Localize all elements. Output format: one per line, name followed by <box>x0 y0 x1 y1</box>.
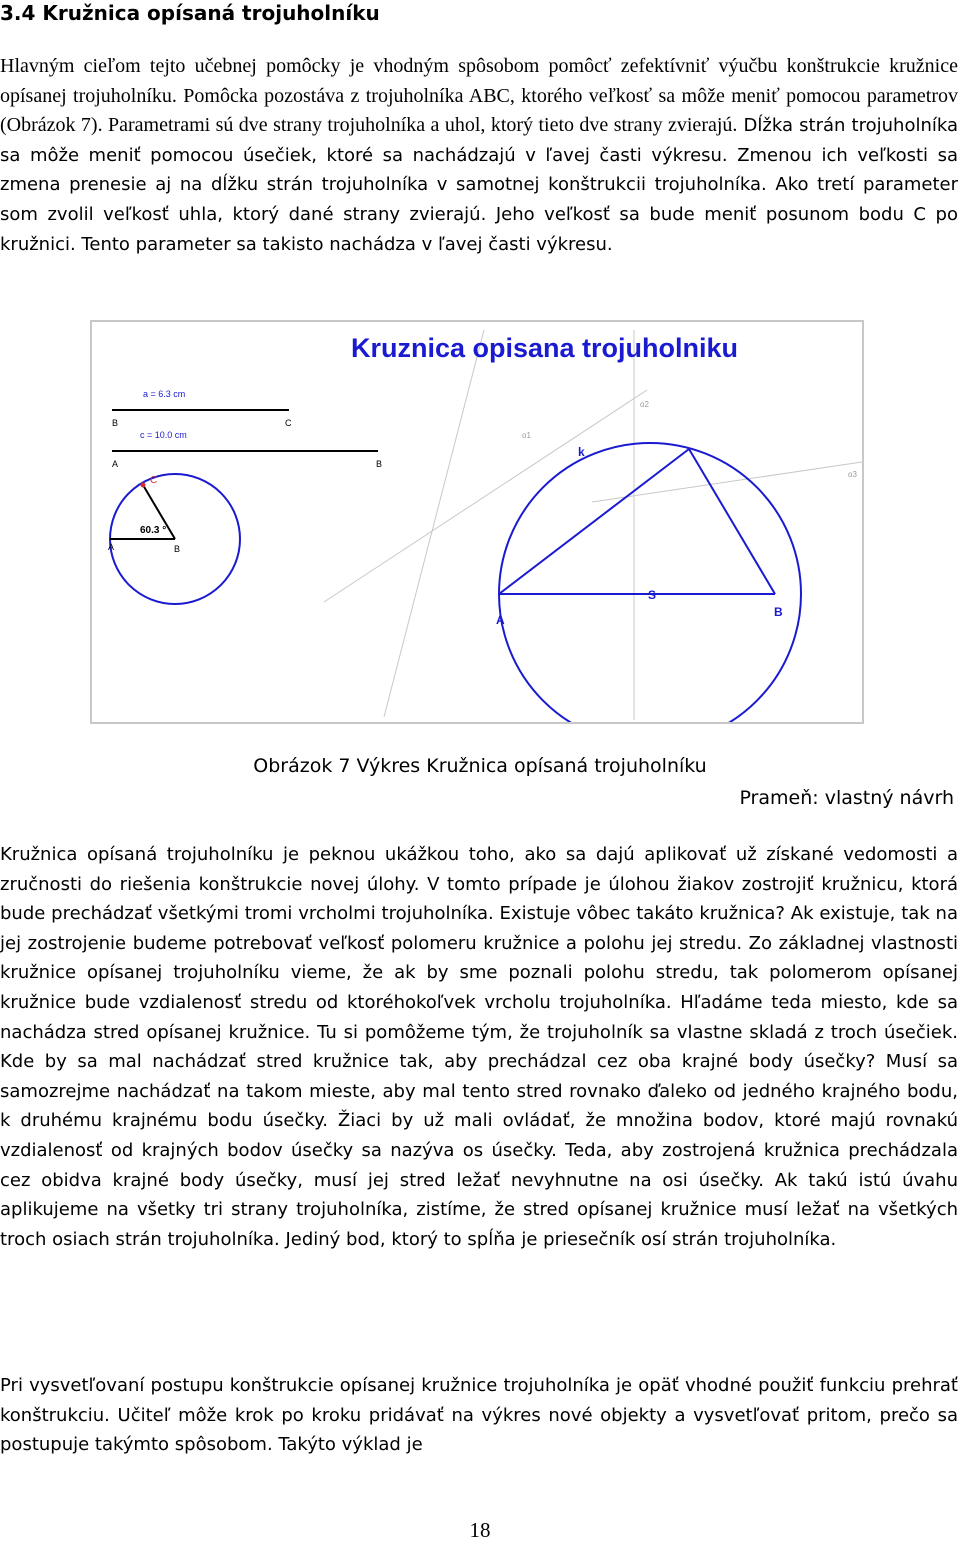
geometry-drawing <box>92 322 862 722</box>
axis-extra-line <box>384 330 484 717</box>
vertex-label-b: B <box>774 605 783 619</box>
triangle-side-ac <box>499 449 689 594</box>
vertex-label-a: A <box>496 613 505 627</box>
section-heading: 3.4 Kružnica opísaná trojuholníku <box>0 1 380 25</box>
angle-point-c[interactable] <box>141 483 146 488</box>
page-number: 18 <box>469 1518 491 1542</box>
intro-serif-text: Hlavným cieľom tejto učebnej pomôcky je vhodným spôsobom pomôcť zefektívniť výučbu konštrukcie kružnice opísanej trojuholníku. Pomôcka pozostáva z trojuholníka ABC, ktorého veľkosť sa môže meniť pomocou parametrov (Obrázok 7). Parametrami sú dve strany trojuholníka a uhol, ktorý tieto dve strany zvierajú. <box>0 55 958 137</box>
figure-title: Kruznica opisana trojuholniku <box>351 333 739 363</box>
param-a-label: a = 6.3 cm <box>143 389 186 399</box>
circumscribed-circle <box>499 443 801 722</box>
body-paragraph-3: Pri vysvetľovaní postupu konštrukcie opísanej kružnice trojuholníka je opäť vhodné použiť funkciu prehrať konštrukciu. Učiteľ môže krok po kroku pridávať na výkres nové objekty a vysvetľovať pritom, prečo sa postupuje takýmto spôsobom. Takýto výklad je <box>0 1375 958 1456</box>
param-a-end-label: C <box>285 418 292 428</box>
param-c-start-label: A <box>112 459 119 469</box>
angle-point-c-label: C <box>150 475 158 486</box>
figure-caption: Obrázok 7 Výkres Kružnica opísaná trojuholníku <box>253 755 707 777</box>
axis-o3-line <box>592 462 862 502</box>
triangle-side-bc <box>689 449 775 594</box>
angle-point-b-label: B <box>174 544 181 554</box>
axis-o1-label: o1 <box>522 431 531 440</box>
axis-o2-label: o2 <box>640 400 649 409</box>
angle-point-a-label: A <box>108 542 115 552</box>
figure-source: Prameň: vlastný návrh <box>739 787 954 809</box>
circle-label-k: k <box>578 445 585 459</box>
param-a-start-label: B <box>112 418 119 428</box>
axis-o3-label: o3 <box>848 470 857 479</box>
body-paragraph-2: Kružnica opísaná trojuholníku je peknou ukážkou toho, ako sa dajú aplikovať už získané vedomosti a zručnosti do riešenia konštrukcie novej úlohy. V tomto prípade je úlohou žiakov zostrojiť kružnicu, ktorá bude prechádzať všetkými tromi vrcholmi trojuholníka. Existuje vôbec takáto kružnica? Ak existuje, tak na jej zostrojenie budeme potrebovať veľkosť polomeru kružnice a polohu jej stredu. Zo základnej vlastnosti kružnice opísanej trojuholníku vieme, že ak by sme poznali polohu stredu, tak polomerom opísanej kružnice bude vzdialenosť stredu od ktoréhokoľvek vrcholu trojuholníka. Hľadáme teda miesto, kde sa nachádza stred opísanej kružnice. Tu si pomôžeme tým, že trojuholník sa vlastne skladá z troch úsečiek. Kde by sa mal nachádzať stred kružnice tak, aby prechádzal cez oba krajné body úsečky? Musí sa samozrejme nachádzať na takom mieste, aby mal tento stred rovnako ďaleko od jedného krajného bodu, k druhému krajnému bodu úsečky. Žiaci by už mali ovládať, že množina bodov, ktoré majú rovnakú vzdialenosť od krajných bodov úsečky sa nazýva os úsečky. Teda, aby zostrojená kružnica prechádzala cez obidva krajné body úsečky, musí jej stred ležať nevyhnutne na osi úsečky. Ak takú istú úvahu aplikujeme na všetky tri strany trojuholníka, zistíme, že stred opísanej kružnice musí ležať na všetkých troch osiach strán trojuholníka. Jediný bod, ktorý to spĺňa je priesečník osí strán trojuholníka. <box>0 844 958 1250</box>
param-c-label: c = 10.0 cm <box>140 430 187 440</box>
figure-drawing <box>90 320 864 724</box>
center-label-s: S <box>648 588 657 602</box>
param-c-end-label: B <box>376 459 383 469</box>
intro-sans-text: Dĺžka strán trojuholníka sa môže meniť pomocou úsečiek, ktoré sa nachádzajú v ľavej časti výkresu. Zmenou ich veľkosti sa zmena prenesie aj na dĺžku strán trojuholníka v samotnej konštrukcii trojuholníka. Ako tretí parameter som zvolil veľkosť uhla, ktorý dané strany zvierajú. Jeho veľkosť sa bude meniť posunom bodu C po kružnici. Tento parameter sa takisto nachádza v ľavej časti výkresu. <box>0 115 959 255</box>
axis-o1-line <box>324 390 647 602</box>
intro-paragraph <box>0 52 958 259</box>
angle-value: 60.3 ° <box>140 525 167 536</box>
